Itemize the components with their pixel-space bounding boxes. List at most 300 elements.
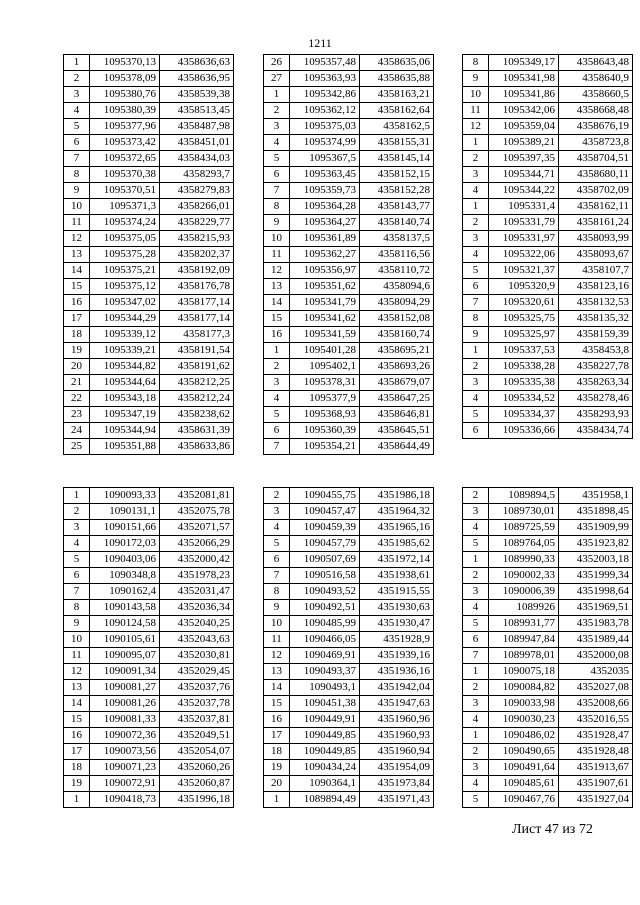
table-row [64,263,234,279]
x-coordinate-cell: 1089931,77 [489,616,559,632]
table-row [264,231,434,247]
y-coordinate-cell: 4358660,5 [559,87,633,103]
x-coordinate-cell: 1095343,18 [90,391,160,407]
x-coordinate-cell: 1095342,86 [290,87,360,103]
y-coordinate-cell: 4358143,77 [360,199,434,215]
x-coordinate-cell: 1090434,24 [290,760,360,776]
table-row [264,87,434,103]
table-row [463,744,633,760]
y-coordinate-cell: 4358162,5 [360,119,434,135]
point-number-cell: 8 [264,199,290,215]
x-coordinate-cell: 1089978,01 [489,648,559,664]
x-coordinate-cell: 1089725,59 [489,520,559,536]
point-number-cell: 3 [463,167,489,183]
point-number-cell: 13 [64,247,90,263]
point-number-cell: 2 [64,504,90,520]
y-coordinate-cell: 4351938,61 [360,568,434,584]
coordinates-table-bottom-left [63,487,234,808]
point-number-cell: 1 [463,199,489,215]
table-row [264,584,434,600]
x-coordinate-cell: 1095344,71 [489,167,559,183]
table-row [264,536,434,552]
table-row [64,632,234,648]
y-coordinate-cell: 4352008,66 [559,696,633,712]
point-number-cell: 3 [264,119,290,135]
y-coordinate-cell: 4351960,93 [360,728,434,744]
y-coordinate-cell: 4352037,81 [160,712,234,728]
point-number-cell: 2 [264,488,290,504]
y-coordinate-cell: 4351964,32 [360,504,434,520]
y-coordinate-cell: 4358668,48 [559,103,633,119]
point-number-cell: 6 [463,279,489,295]
x-coordinate-cell: 1095331,97 [489,231,559,247]
y-coordinate-cell: 4352049,51 [160,728,234,744]
point-number-cell: 1 [264,87,290,103]
table-row [463,792,633,808]
sheet-footer: Лист 47 из 72 [512,822,593,837]
x-coordinate-cell: 1095331,4 [489,199,559,215]
table-row [463,584,633,600]
table-row [264,327,434,343]
point-number-cell: 18 [264,744,290,760]
y-coordinate-cell: 4358163,21 [360,87,434,103]
point-number-cell: 3 [463,760,489,776]
y-coordinate-cell: 4358238,62 [160,407,234,423]
point-number-cell: 5 [264,536,290,552]
point-number-cell: 15 [264,696,290,712]
x-coordinate-cell: 1095334,52 [489,391,559,407]
y-coordinate-cell: 4352040,25 [160,616,234,632]
table-row [264,600,434,616]
x-coordinate-cell: 1095363,93 [290,71,360,87]
x-coordinate-cell: 1095334,37 [489,407,559,423]
table-row [264,119,434,135]
x-coordinate-cell: 1090033,98 [489,696,559,712]
table-row [264,648,434,664]
point-number-cell: 2 [264,103,290,119]
point-number-cell: 16 [264,712,290,728]
x-coordinate-cell: 1095375,28 [90,247,160,263]
table-row [264,552,434,568]
x-coordinate-cell: 1095377,96 [90,119,160,135]
table-row [64,536,234,552]
table-row [463,295,633,311]
y-coordinate-cell: 4358646,81 [360,407,434,423]
table-row [64,520,234,536]
x-coordinate-cell: 1095341,59 [290,327,360,343]
point-number-cell: 26 [264,55,290,71]
x-coordinate-cell: 1090143,58 [90,600,160,616]
x-coordinate-cell: 1095335,38 [489,375,559,391]
y-coordinate-cell: 4358137,5 [360,231,434,247]
y-coordinate-cell: 4358191,54 [160,343,234,359]
table-row [264,632,434,648]
table-row [463,664,633,680]
y-coordinate-cell: 4358434,74 [559,423,633,439]
point-number-cell: 25 [64,439,90,455]
table-row [64,439,234,455]
y-coordinate-cell: 4352016,55 [559,712,633,728]
point-number-cell: 9 [264,215,290,231]
point-number-cell: 15 [64,712,90,728]
point-number-cell: 9 [264,600,290,616]
point-number-cell: 4 [463,247,489,263]
table-row [463,375,633,391]
x-coordinate-cell: 1095375,05 [90,231,160,247]
point-number-cell: 17 [264,728,290,744]
x-coordinate-cell: 1095402,1 [290,359,360,375]
point-number-cell: 8 [64,600,90,616]
table-row [463,167,633,183]
x-coordinate-cell: 1095344,29 [90,311,160,327]
point-number-cell: 21 [64,375,90,391]
point-number-cell: 6 [64,135,90,151]
table-row [463,488,633,504]
table-row [264,247,434,263]
x-coordinate-cell: 1090403,06 [90,552,160,568]
y-coordinate-cell: 4351999,34 [559,568,633,584]
x-coordinate-cell: 1095374,99 [290,135,360,151]
point-number-cell: 10 [264,616,290,632]
x-coordinate-cell: 1095336,66 [489,423,559,439]
table-row [463,680,633,696]
table-row [264,760,434,776]
point-number-cell: 5 [463,792,489,808]
y-coordinate-cell: 4358635,88 [360,71,434,87]
x-coordinate-cell: 1095372,65 [90,151,160,167]
table-row [64,423,234,439]
y-coordinate-cell: 4351973,84 [360,776,434,792]
x-coordinate-cell: 1090516,58 [290,568,360,584]
table-row [463,536,633,552]
point-number-cell: 10 [64,632,90,648]
x-coordinate-cell: 1090084,82 [489,680,559,696]
x-coordinate-cell: 1095361,89 [290,231,360,247]
table-row [64,648,234,664]
x-coordinate-cell: 1095341,79 [290,295,360,311]
x-coordinate-cell: 1090507,69 [290,552,360,568]
table-row [463,648,633,664]
table-row [64,119,234,135]
point-number-cell: 13 [64,680,90,696]
table-row [463,215,633,231]
y-coordinate-cell: 4358227,78 [559,359,633,375]
x-coordinate-cell: 1095380,76 [90,87,160,103]
y-coordinate-cell: 4352037,76 [160,680,234,696]
table-row [463,231,633,247]
point-number-cell: 2 [463,568,489,584]
y-coordinate-cell: 4358159,39 [559,327,633,343]
y-coordinate-cell: 4358177,3 [160,327,234,343]
x-coordinate-cell: 1095359,73 [290,183,360,199]
point-number-cell: 16 [64,295,90,311]
table-row [264,488,434,504]
point-number-cell: 12 [264,263,290,279]
point-number-cell: 15 [264,311,290,327]
point-number-cell: 2 [463,359,489,375]
table-row [64,359,234,375]
x-coordinate-cell: 1095364,27 [290,215,360,231]
table-row [264,744,434,760]
table-row [64,103,234,119]
y-coordinate-cell: 4358116,56 [360,247,434,263]
y-coordinate-cell: 4358643,48 [559,55,633,71]
point-number-cell: 7 [264,568,290,584]
y-coordinate-cell: 4358093,99 [559,231,633,247]
point-number-cell: 2 [463,744,489,760]
x-coordinate-cell: 1090455,75 [290,488,360,504]
point-number-cell: 1 [463,552,489,568]
table-row [64,247,234,263]
y-coordinate-cell: 4351898,45 [559,504,633,520]
table-row [64,327,234,343]
point-number-cell: 6 [463,423,489,439]
y-coordinate-cell: 4358631,39 [160,423,234,439]
point-number-cell: 7 [64,151,90,167]
y-coordinate-cell: 4351930,47 [360,616,434,632]
y-coordinate-cell: 4358161,24 [559,215,633,231]
table-row [463,423,633,439]
y-coordinate-cell: 4358192,09 [160,263,234,279]
point-number-cell: 7 [264,439,290,455]
table-row [463,135,633,151]
x-coordinate-cell: 1095341,98 [489,71,559,87]
y-coordinate-cell: 4358636,63 [160,55,234,71]
x-coordinate-cell: 1095401,28 [290,343,360,359]
x-coordinate-cell: 1089894,49 [290,792,360,808]
table-row [264,616,434,632]
x-coordinate-cell: 1095359,04 [489,119,559,135]
point-number-cell: 11 [264,247,290,263]
y-coordinate-cell: 4352060,87 [160,776,234,792]
x-coordinate-cell: 1095378,09 [90,71,160,87]
x-coordinate-cell: 1090162,4 [90,584,160,600]
x-coordinate-cell: 1095322,06 [489,247,559,263]
point-number-cell: 5 [463,616,489,632]
x-coordinate-cell: 1089764,05 [489,536,559,552]
x-coordinate-cell: 1090030,23 [489,712,559,728]
table-row [264,263,434,279]
table-row [264,167,434,183]
x-coordinate-cell: 1090364,1 [290,776,360,792]
point-number-cell: 3 [264,504,290,520]
x-coordinate-cell: 1095331,79 [489,215,559,231]
x-coordinate-cell: 1095360,39 [290,423,360,439]
y-coordinate-cell: 4351958,1 [559,488,633,504]
point-number-cell: 4 [463,520,489,536]
point-number-cell: 14 [64,263,90,279]
point-number-cell: 20 [64,359,90,375]
y-coordinate-cell: 4358094,29 [360,295,434,311]
x-coordinate-cell: 1090124,58 [90,616,160,632]
y-coordinate-cell: 4358647,25 [360,391,434,407]
y-coordinate-cell: 4358451,01 [160,135,234,151]
x-coordinate-cell: 1090081,26 [90,696,160,712]
point-number-cell: 1 [463,343,489,359]
table-row [264,199,434,215]
y-coordinate-cell: 4352003,18 [559,552,633,568]
point-number-cell: 2 [463,215,489,231]
y-coordinate-cell: 4351909,99 [559,520,633,536]
point-number-cell: 12 [463,119,489,135]
table-row [64,568,234,584]
table-row [64,616,234,632]
x-coordinate-cell: 1095337,53 [489,343,559,359]
y-coordinate-cell: 4358093,67 [559,247,633,263]
x-coordinate-cell: 1090071,23 [90,760,160,776]
point-number-cell: 4 [264,135,290,151]
table-row [64,664,234,680]
point-number-cell: 11 [264,632,290,648]
table-row [64,792,234,808]
x-coordinate-cell: 1090131,1 [90,504,160,520]
y-coordinate-cell: 4358513,45 [160,103,234,119]
x-coordinate-cell: 1089894,5 [489,488,559,504]
y-coordinate-cell: 4351972,14 [360,552,434,568]
table-row [64,167,234,183]
x-coordinate-cell: 1095347,02 [90,295,160,311]
y-coordinate-cell: 4351913,67 [559,760,633,776]
point-number-cell: 14 [264,680,290,696]
x-coordinate-cell: 1095373,42 [90,135,160,151]
y-coordinate-cell: 4358640,9 [559,71,633,87]
table-row [64,488,234,504]
y-coordinate-cell: 4358107,7 [559,263,633,279]
x-coordinate-cell: 1090459,39 [290,520,360,536]
table-row [463,760,633,776]
x-coordinate-cell: 1090469,91 [290,648,360,664]
x-coordinate-cell: 1090493,1 [290,680,360,696]
y-coordinate-cell: 4351969,51 [559,600,633,616]
y-coordinate-cell: 4351923,82 [559,536,633,552]
y-coordinate-cell: 4352035 [559,664,633,680]
x-coordinate-cell: 1090449,85 [290,728,360,744]
point-number-cell: 19 [64,343,90,359]
y-coordinate-cell: 4358152,08 [360,311,434,327]
y-coordinate-cell: 4358110,72 [360,263,434,279]
y-coordinate-cell: 4358160,74 [360,327,434,343]
coordinates-table-top-right [462,54,633,439]
point-number-cell: 1 [463,728,489,744]
table-row [463,327,633,343]
table-row [463,712,633,728]
x-coordinate-cell: 1090072,91 [90,776,160,792]
table-row [463,55,633,71]
point-number-cell: 1 [463,135,489,151]
x-coordinate-cell: 1090491,64 [489,760,559,776]
y-coordinate-cell: 4351928,47 [559,728,633,744]
y-coordinate-cell: 4358176,78 [160,279,234,295]
y-coordinate-cell: 4358162,64 [360,103,434,119]
table-row [64,504,234,520]
table-row [463,199,633,215]
x-coordinate-cell: 1095339,21 [90,343,160,359]
x-coordinate-cell: 1090002,33 [489,568,559,584]
table-row [264,183,434,199]
point-number-cell: 11 [463,103,489,119]
x-coordinate-cell: 1095347,19 [90,407,160,423]
table-row [64,215,234,231]
y-coordinate-cell: 4358229,77 [160,215,234,231]
table-row [463,263,633,279]
point-number-cell: 4 [463,600,489,616]
point-number-cell: 12 [64,664,90,680]
table-row [64,279,234,295]
point-number-cell: 5 [264,407,290,423]
y-coordinate-cell: 4351960,94 [360,744,434,760]
point-number-cell: 3 [463,584,489,600]
x-coordinate-cell: 1095344,22 [489,183,559,199]
table-row [463,552,633,568]
y-coordinate-cell: 4358155,31 [360,135,434,151]
x-coordinate-cell: 1095397,35 [489,151,559,167]
y-coordinate-cell: 4358279,83 [160,183,234,199]
point-number-cell: 9 [463,327,489,343]
point-number-cell: 3 [463,504,489,520]
x-coordinate-cell: 1095320,61 [489,295,559,311]
x-coordinate-cell: 1095325,75 [489,311,559,327]
table-row [463,776,633,792]
y-coordinate-cell: 4351978,23 [160,568,234,584]
x-coordinate-cell: 1090451,38 [290,696,360,712]
point-number-cell: 3 [64,520,90,536]
x-coordinate-cell: 1095338,28 [489,359,559,375]
point-number-cell: 4 [463,183,489,199]
table-row [463,311,633,327]
x-coordinate-cell: 1090095,07 [90,648,160,664]
x-coordinate-cell: 1090493,52 [290,584,360,600]
table-row [463,119,633,135]
y-coordinate-cell: 4351954,09 [360,760,434,776]
x-coordinate-cell: 1095341,62 [290,311,360,327]
x-coordinate-cell: 1089926 [489,600,559,616]
table-row [264,359,434,375]
x-coordinate-cell: 1089990,33 [489,552,559,568]
page-number: 1211 [308,36,332,50]
point-number-cell: 7 [264,183,290,199]
table-row [463,504,633,520]
table-row [64,71,234,87]
x-coordinate-cell: 1095342,06 [489,103,559,119]
table-row [264,375,434,391]
y-coordinate-cell: 4352060,26 [160,760,234,776]
x-coordinate-cell: 1095351,88 [90,439,160,455]
coordinates-table-top-left [63,54,234,455]
x-coordinate-cell: 1090457,47 [290,504,360,520]
x-coordinate-cell: 1090466,05 [290,632,360,648]
table-row [64,87,234,103]
x-coordinate-cell: 1095349,17 [489,55,559,71]
point-number-cell: 10 [463,87,489,103]
y-coordinate-cell: 4358679,07 [360,375,434,391]
table-row [264,151,434,167]
point-number-cell: 16 [264,327,290,343]
table-row [264,279,434,295]
table-row [463,279,633,295]
y-coordinate-cell: 4358293,93 [559,407,633,423]
y-coordinate-cell: 4351947,63 [360,696,434,712]
table-row [64,552,234,568]
point-number-cell: 10 [264,231,290,247]
table-row [64,680,234,696]
y-coordinate-cell: 4351965,16 [360,520,434,536]
point-number-cell: 4 [463,712,489,728]
point-number-cell: 4 [463,776,489,792]
point-number-cell: 14 [264,295,290,311]
x-coordinate-cell: 1090457,79 [290,536,360,552]
point-number-cell: 5 [463,407,489,423]
x-coordinate-cell: 1095375,12 [90,279,160,295]
